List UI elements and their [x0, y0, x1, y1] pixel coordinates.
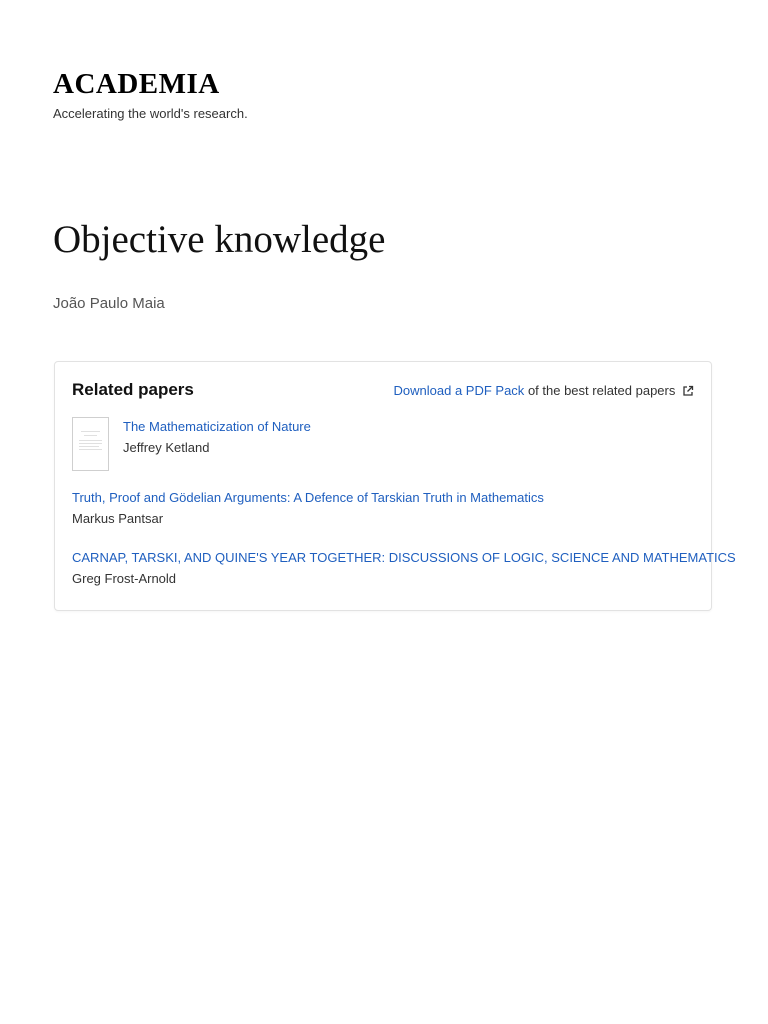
- pdf-pack-suffix: of the best related papers: [527, 383, 676, 398]
- related-paper-author: Greg Frost-Arnold: [72, 571, 177, 586]
- related-paper-link[interactable]: CARNAP, TARSKI, AND QUINE'S YEAR TOGETHER: DISCUSSIONS OF LOGIC, SCIENCE AND MATHEMATICS: [72, 550, 736, 565]
- related-papers-heading: Related papers: [72, 380, 194, 399]
- paper-thumbnail[interactable]: [72, 417, 109, 471]
- academia-logo[interactable]: ACADEMIA: [53, 68, 220, 100]
- external-link-icon[interactable]: [682, 384, 694, 402]
- related-paper-author: Jeffrey Ketland: [123, 440, 210, 455]
- related-paper-link[interactable]: The Mathematicization of Nature: [123, 419, 311, 434]
- page-title: Objective knowledge: [53, 218, 386, 261]
- brand-tagline: Accelerating the world's research.: [53, 106, 248, 121]
- brand-header: [53, 66, 248, 122]
- download-pdf-pack-link[interactable]: Download a PDF Pack: [393, 383, 525, 398]
- related-paper-item: [72, 549, 736, 588]
- paper-author: João Paulo Maia: [53, 295, 165, 312]
- related-papers-card: [54, 361, 736, 611]
- related-paper-item: [123, 418, 694, 457]
- related-paper-link[interactable]: Truth, Proof and Gödelian Arguments: A Defence of Tarskian Truth in Mathematics: [72, 490, 544, 505]
- related-paper-author: Markus Pantsar: [72, 511, 164, 526]
- related-paper-item: [72, 489, 694, 528]
- pdf-pack-line: [394, 382, 694, 402]
